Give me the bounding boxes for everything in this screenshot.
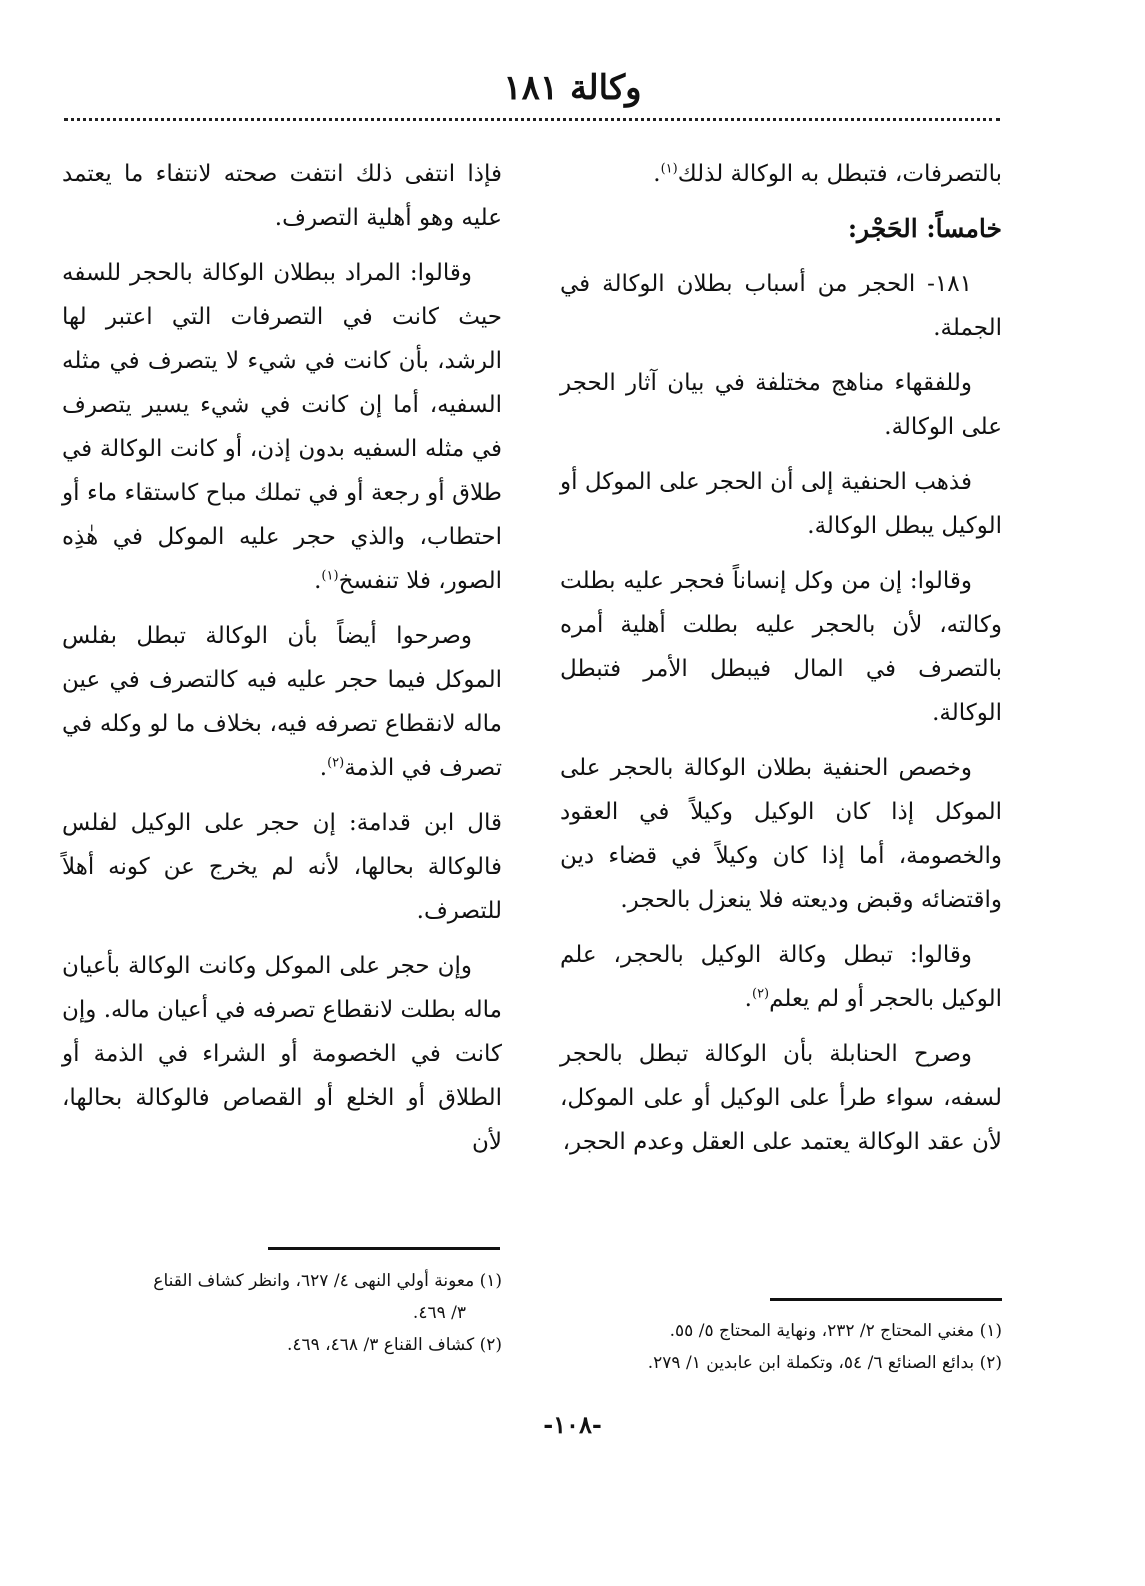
right-column: [560, 152, 1002, 1175]
paragraph: ١٨١- الحجر من أسباب بطلان الوكالة في الجملة.: [560, 271, 1002, 341]
footnotes-left: [62, 1265, 502, 1361]
running-header: وكالة ١٨١: [503, 68, 642, 108]
paragraph: وقالوا: تبطل وكالة الوكيل بالحجر، علم الوكيل بالحجر أو لم يعلم$^{(٢)}$.: [560, 942, 1002, 1012]
paragraph: وخصص الحنفية بطلان الوكالة بالحجر على الموكل إذا كان الوكيل وكيلاً في العقود والخصومة، أما إذا كان وكيلاً في قضاء دين واقتضائه وقبض وديعته فلا ينعزل بالحجر.: [560, 755, 1002, 913]
footnote-ref[interactable]: (٢): [751, 986, 770, 1002]
header-dotted-divider: [64, 118, 1000, 121]
paragraph: وإن حجر على الموكل وكانت الوكالة بأعيان ماله بطلت لانقطاع تصرفه في أعيان ماله. وإن كانت في الخصومة أو الشراء في الذمة أو الطلاق أو الخلع أو القصاص فالوكالة بحالها، لأن: [62, 953, 502, 1155]
paragraph: وصرح الحنابلة بأن الوكالة تبطل بالحجر لسفه، سواء طرأ على الوكيل أو على الموكل، لأن عقد الوكالة يعتمد على العقل وعدم الحجر،: [560, 1041, 1002, 1155]
footnote-divider-right: [770, 1298, 1002, 1301]
footnote: (١) معونة أولي النهى ٤/ ٦٢٧، وانظر كشاف القناع: [153, 1271, 502, 1291]
paragraph: فإذا انتفى ذلك انتفت صحته لانتفاء ما يعتمد عليه وهو أهلية التصرف.: [62, 161, 502, 231]
footnote-continuation: ٣/ ٤٦٩.: [412, 1303, 466, 1323]
footnote: (٢) كشاف القناع ٣/ ٤٦٨، ٤٦٩.: [286, 1335, 502, 1355]
paragraph: بالتصرفات، فتبطل به الوكالة لذلك$^{(١)}$.: [653, 161, 1002, 187]
paragraph: وصرحوا أيضاً بأن الوكالة تبطل بفلس الموكل فيما حجر عليه فيه كالتصرف في عين ماله لانقطاع تصرفه فيه، بخلاف ما لو وكله في تصرف في الذمة$^{(٢)}$.: [62, 623, 502, 781]
footnote: (٢) بدائع الصنائع ٦/ ٥٤، وتكملة ابن عابدين ١/ ٢٧٩.: [647, 1353, 1002, 1373]
footnote-divider-left: [268, 1247, 500, 1250]
footnote: (١) مغني المحتاج ٢/ ٢٣٢، ونهاية المحتاج ٥/ ٥٥.: [669, 1321, 1002, 1341]
footnote-ref[interactable]: (١): [321, 568, 339, 584]
paragraph: فذهب الحنفية إلى أن الحجر على الموكل أو الوكيل يبطل الوكالة.: [560, 469, 1002, 539]
footnotes-right: [560, 1315, 1002, 1379]
footnote-ref[interactable]: (٢): [327, 755, 345, 771]
paragraph: وللفقهاء مناهج مختلفة في بيان آثار الحجر على الوكالة.: [560, 370, 1002, 440]
paragraph: وقالوا: المراد ببطلان الوكالة بالحجر للسفه حيث كانت في التصرفات التي اعتبر لها الرشد، بأن كانت في شيء لا يتصرف في مثله السفيه، أما إن كانت في شيء يسير يتصرف في مثله السفيه بدون إذن، أو كانت الوكالة في طلاق أو رجعة أو في تملك مباح كاستقاء ماء أو احتطاب، والذي حجر عليه الموكل في هٰذِه الصور، فلا تنفسخ$^{(١)}$.: [62, 260, 502, 594]
left-column: [62, 152, 502, 1175]
page-number: -١٠٨-: [543, 1410, 602, 1439]
paragraph: قال ابن قدامة: إن حجر على الوكيل لفلس فالوكالة بحالها، لأنه لم يخرج عن كونه أهلاً للتصرف.: [62, 810, 502, 924]
section-heading: خامساً: الحَجْر:: [847, 214, 1002, 243]
paragraph: وقالوا: إن من وكل إنساناً فحجر عليه بطلت وكالته، لأن بالحجر عليه بطلت أهلية أمره بالتصرف في المال فيبطل الأمر فتبطل الوكالة.: [560, 568, 1002, 726]
footnote-ref[interactable]: (١): [660, 161, 678, 177]
